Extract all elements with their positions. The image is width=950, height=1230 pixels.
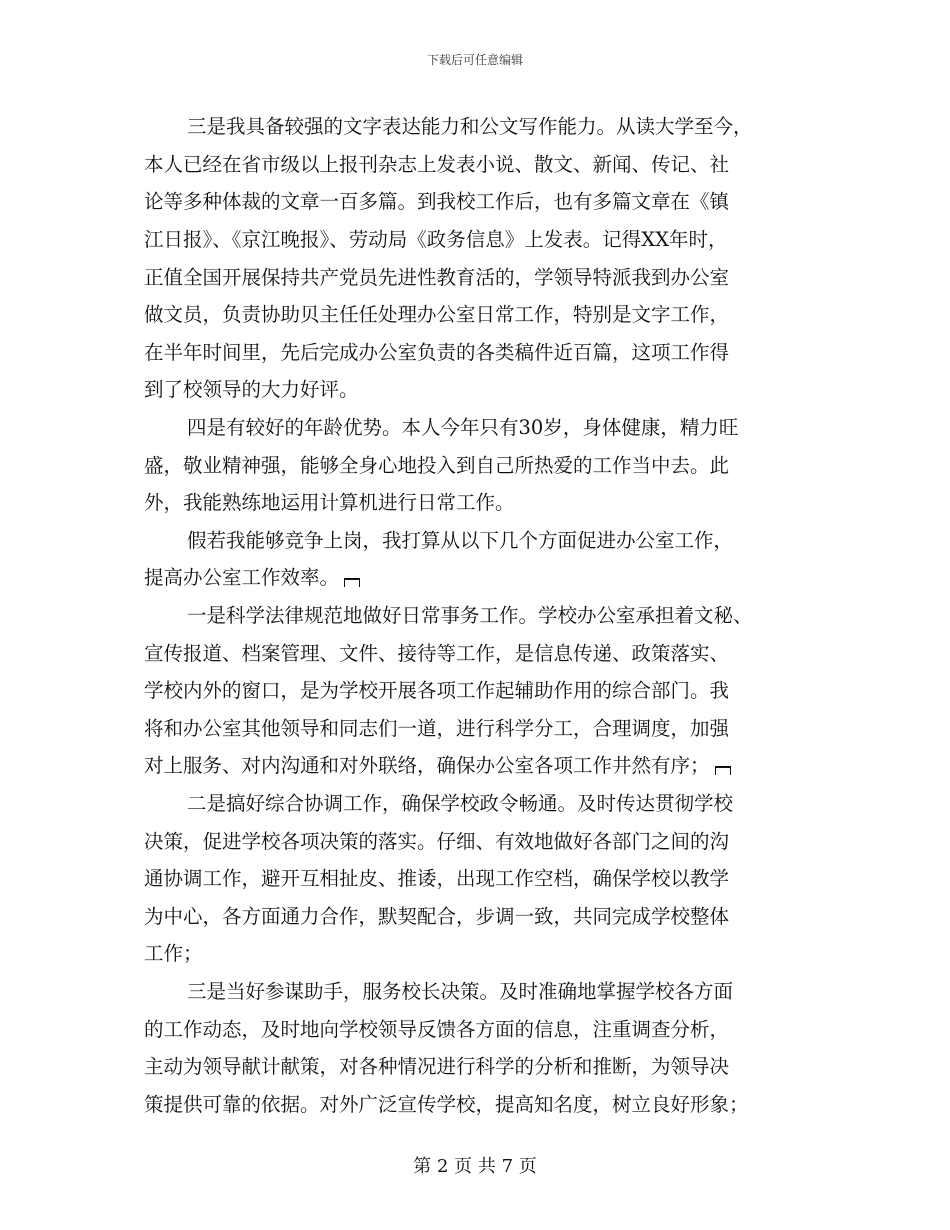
text-line: 通协调工作，避开互相扯皮、推诿，出现工作空档，确保学校以教学	[144, 867, 730, 890]
text-line: 四是有较好的年龄优势。本人今年只有30岁，身体健康，精力旺	[187, 416, 739, 439]
text-line: 三是我具备较强的文字表达能力和公文写作能力。从读大学至今，	[187, 115, 753, 138]
text-line: 论等多种体裁的文章一百多篇。到我校工作后，也有多篇文章在《镇	[144, 190, 730, 213]
text-line: 二是搞好综合协调工作，确保学校政令畅通。及时传达贯彻学校	[187, 792, 734, 815]
text-line: 将和办公室其他领导和同志们一道，进行科学分工，合理调度，加强	[144, 717, 730, 740]
text-line: 本人已经在省市级以上报刊杂志上发表小说、散文、新闻、传记、社	[144, 153, 730, 176]
text-line: 三是当好参谋助手，服务校长决策。及时准确地掌握学校各方面	[187, 980, 734, 1003]
text-line-with-mark	[144, 753, 732, 779]
paragraph-mark-icon	[343, 574, 361, 586]
text-line: 策提供可靠的依据。对外广泛宣传学校，提高知名度，树立良好形象；	[144, 1093, 749, 1116]
text-line: 在半年时间里，先后完成办公室负责的各类稿件近百篇，这项工作得	[144, 341, 730, 364]
text-line: 对上服务、对内沟通和对外联络，确保办公室各项工作井然有序；	[144, 754, 710, 777]
text-line: 到了校领导的大力好评。	[144, 378, 359, 401]
text-line: 工作；	[144, 942, 203, 965]
text-line: 决策，促进学校各项决策的落实。仔细、有效地做好各部门之间的沟	[144, 830, 730, 853]
page-header: 下载后可任意编辑	[426, 53, 523, 67]
text-line: 做文员，负责协助贝主任任处理办公室日常工作，特别是文字工作，	[144, 303, 730, 326]
text-line: 宣传报道、档案管理、文件、接待等工作，是信息传递、政策落实、	[144, 642, 730, 665]
text-line: 盛，敬业精神强，能够全身心地投入到自己所热爱的工作当中去。此	[144, 454, 730, 477]
text-line: 江日报》、《京江晚报》、劳动局《政务信息》上发表。记得XX年时，	[144, 228, 728, 251]
text-line-with-mark	[144, 565, 361, 591]
text-line: 外，我能熟练地运用计算机进行日常工作。	[144, 491, 515, 514]
text-line: 一是科学法律规范地做好日常事务工作。学校办公室承担着文秘、	[187, 604, 753, 627]
text-line: 主动为领导献计献策，对各种情况进行科学的分析和推断，为领导决	[144, 1055, 730, 1078]
text-line: 学校内外的窗口，是为学校开展各项工作起辅助作用的综合部门。我	[144, 679, 730, 702]
page-number: 第 2 页 共 7 页	[413, 1156, 537, 1177]
text-line: 提高办公室工作效率。	[144, 566, 340, 589]
text-line: 假若我能够竞争上岗，我打算从以下几个方面促进办公室工作，	[187, 529, 734, 552]
text-line: 正值全国开展保持共产党员先进性教育活的，学领导特派我到办公室	[144, 266, 730, 289]
paragraph-mark-icon	[714, 762, 732, 774]
text-line: 为中心，各方面通力合作，默契配合，步调一致，共同完成学校整体	[144, 905, 730, 928]
text-line: 的工作动态，及时地向学校领导反馈各方面的信息，注重调查分析，	[144, 1018, 730, 1041]
